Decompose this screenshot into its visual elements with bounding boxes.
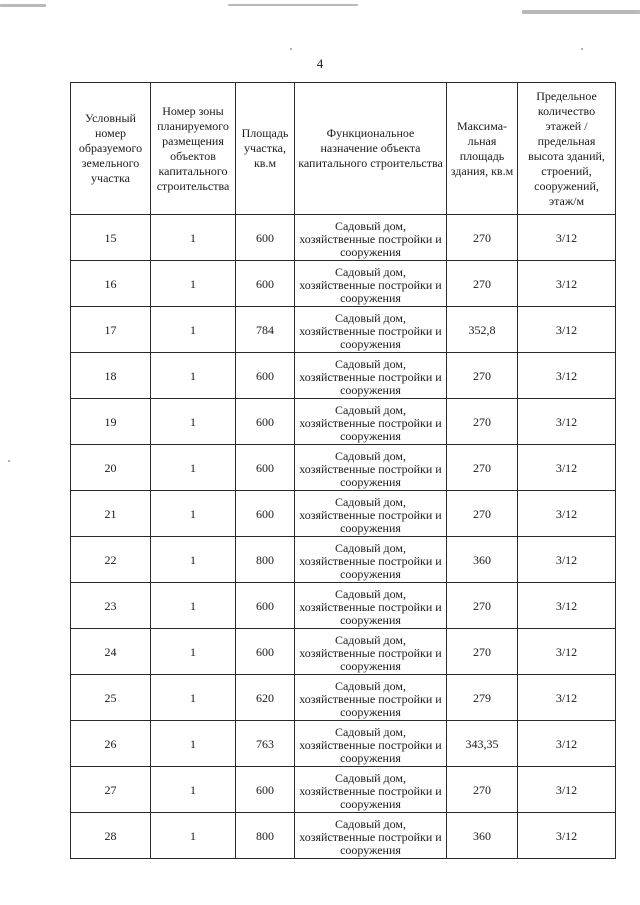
- cell-zone-number: 1: [151, 307, 236, 353]
- cell-zone-number: 1: [151, 767, 236, 813]
- cell-floors-height: 3/12: [518, 629, 616, 675]
- cell-plot-area: 600: [236, 491, 295, 537]
- table-row: [71, 215, 616, 261]
- table-row: [71, 721, 616, 767]
- cell-floors-height: 3/12: [518, 721, 616, 767]
- header-functional-purpose: Функциональное назначение объекта капитального строительства: [295, 83, 447, 215]
- table-body: [71, 215, 616, 859]
- table-row: [71, 767, 616, 813]
- cell-plot-area: 800: [236, 813, 295, 859]
- cell-functional-purpose: Садовый дом, хозяйственные постройки и сооружения: [295, 445, 447, 491]
- cell-floors-height: 3/12: [518, 445, 616, 491]
- cell-plot-number: 27: [71, 767, 151, 813]
- cell-plot-area: 784: [236, 307, 295, 353]
- table-row: [71, 813, 616, 859]
- cell-max-building-area: 270: [447, 261, 518, 307]
- cell-functional-purpose: Садовый дом, хозяйственные постройки и сооружения: [295, 491, 447, 537]
- cell-floors-height: 3/12: [518, 813, 616, 859]
- header-zone-number: Номер зоны планируемого размещения объектов капитального строительства: [151, 83, 236, 215]
- cell-max-building-area: 270: [447, 353, 518, 399]
- cell-zone-number: 1: [151, 813, 236, 859]
- cell-plot-number: 20: [71, 445, 151, 491]
- cell-floors-height: 3/12: [518, 767, 616, 813]
- cell-plot-number: 26: [71, 721, 151, 767]
- cell-max-building-area: 270: [447, 445, 518, 491]
- table-row: [71, 399, 616, 445]
- cell-plot-number: 21: [71, 491, 151, 537]
- cell-plot-area: 620: [236, 675, 295, 721]
- header-floors-height: Предельное количество этажей / предельная высота зданий, строений, сооружений, этаж/м: [518, 83, 616, 215]
- cell-max-building-area: 270: [447, 583, 518, 629]
- page-number: 4: [316, 56, 324, 71]
- scan-speck: [290, 48, 292, 50]
- cell-zone-number: 1: [151, 445, 236, 491]
- cell-floors-height: 3/12: [518, 353, 616, 399]
- cell-plot-number: 23: [71, 583, 151, 629]
- cell-max-building-area: 270: [447, 767, 518, 813]
- cell-plot-area: 600: [236, 767, 295, 813]
- cell-functional-purpose: Садовый дом, хозяйственные постройки и сооружения: [295, 675, 447, 721]
- table-row: [71, 307, 616, 353]
- cell-functional-purpose: Садовый дом, хозяйственные постройки и сооружения: [295, 261, 447, 307]
- cell-functional-purpose: Садовый дом, хозяйственные постройки и сооружения: [295, 583, 447, 629]
- scan-speck: [8, 460, 10, 462]
- cell-functional-purpose: Садовый дом, хозяйственные постройки и сооружения: [295, 537, 447, 583]
- table-row: [71, 629, 616, 675]
- cell-plot-number: 24: [71, 629, 151, 675]
- table-header-row: [71, 83, 616, 215]
- cell-zone-number: 1: [151, 629, 236, 675]
- cell-zone-number: 1: [151, 675, 236, 721]
- cell-zone-number: 1: [151, 491, 236, 537]
- table-row: [71, 353, 616, 399]
- cell-plot-area: 600: [236, 445, 295, 491]
- cell-plot-area: 763: [236, 721, 295, 767]
- cell-plot-area: 600: [236, 399, 295, 445]
- cell-max-building-area: 270: [447, 399, 518, 445]
- cell-floors-height: 3/12: [518, 491, 616, 537]
- table-row: [71, 583, 616, 629]
- cell-plot-area: 800: [236, 537, 295, 583]
- cell-zone-number: 1: [151, 215, 236, 261]
- cell-max-building-area: 352,8: [447, 307, 518, 353]
- cell-plot-number: 18: [71, 353, 151, 399]
- cell-functional-purpose: Садовый дом, хозяйственные постройки и сооружения: [295, 721, 447, 767]
- cell-floors-height: 3/12: [518, 583, 616, 629]
- scan-artifact-right: [522, 10, 640, 14]
- land-plots-table: [70, 82, 616, 859]
- cell-zone-number: 1: [151, 261, 236, 307]
- cell-max-building-area: 343,35: [447, 721, 518, 767]
- scan-speck: [581, 48, 583, 50]
- cell-floors-height: 3/12: [518, 399, 616, 445]
- scan-artifact-left: [0, 4, 46, 7]
- cell-plot-number: 15: [71, 215, 151, 261]
- cell-plot-number: 28: [71, 813, 151, 859]
- cell-functional-purpose: Садовый дом, хозяйственные постройки и сооружения: [295, 307, 447, 353]
- cell-max-building-area: 270: [447, 629, 518, 675]
- table-row: [71, 445, 616, 491]
- cell-floors-height: 3/12: [518, 261, 616, 307]
- cell-functional-purpose: Садовый дом, хозяйственные постройки и сооружения: [295, 767, 447, 813]
- cell-plot-number: 16: [71, 261, 151, 307]
- table-row: [71, 675, 616, 721]
- cell-max-building-area: 279: [447, 675, 518, 721]
- cell-plot-area: 600: [236, 215, 295, 261]
- cell-plot-number: 22: [71, 537, 151, 583]
- cell-floors-height: 3/12: [518, 675, 616, 721]
- table-row: [71, 537, 616, 583]
- cell-floors-height: 3/12: [518, 537, 616, 583]
- table-row: [71, 491, 616, 537]
- cell-zone-number: 1: [151, 399, 236, 445]
- header-max-building-area: Максима-льная площадь здания, кв.м: [447, 83, 518, 215]
- cell-functional-purpose: Садовый дом, хозяйственные постройки и сооружения: [295, 813, 447, 859]
- header-plot-number: Условный номер образуемого земельного участка: [71, 83, 151, 215]
- cell-zone-number: 1: [151, 537, 236, 583]
- cell-plot-number: 19: [71, 399, 151, 445]
- cell-max-building-area: 360: [447, 537, 518, 583]
- cell-zone-number: 1: [151, 721, 236, 767]
- cell-zone-number: 1: [151, 353, 236, 399]
- cell-functional-purpose: Садовый дом, хозяйственные постройки и сооружения: [295, 215, 447, 261]
- cell-max-building-area: 270: [447, 491, 518, 537]
- cell-functional-purpose: Садовый дом, хозяйственные постройки и сооружения: [295, 629, 447, 675]
- cell-functional-purpose: Садовый дом, хозяйственные постройки и сооружения: [295, 399, 447, 445]
- cell-plot-area: 600: [236, 629, 295, 675]
- cell-plot-area: 600: [236, 353, 295, 399]
- scan-artifact-center: [228, 4, 358, 6]
- cell-plot-number: 25: [71, 675, 151, 721]
- table-row: [71, 261, 616, 307]
- cell-plot-area: 600: [236, 583, 295, 629]
- cell-floors-height: 3/12: [518, 215, 616, 261]
- cell-plot-area: 600: [236, 261, 295, 307]
- cell-max-building-area: 360: [447, 813, 518, 859]
- cell-max-building-area: 270: [447, 215, 518, 261]
- cell-plot-number: 17: [71, 307, 151, 353]
- cell-functional-purpose: Садовый дом, хозяйственные постройки и сооружения: [295, 353, 447, 399]
- header-plot-area: Площадь участка, кв.м: [236, 83, 295, 215]
- cell-floors-height: 3/12: [518, 307, 616, 353]
- cell-zone-number: 1: [151, 583, 236, 629]
